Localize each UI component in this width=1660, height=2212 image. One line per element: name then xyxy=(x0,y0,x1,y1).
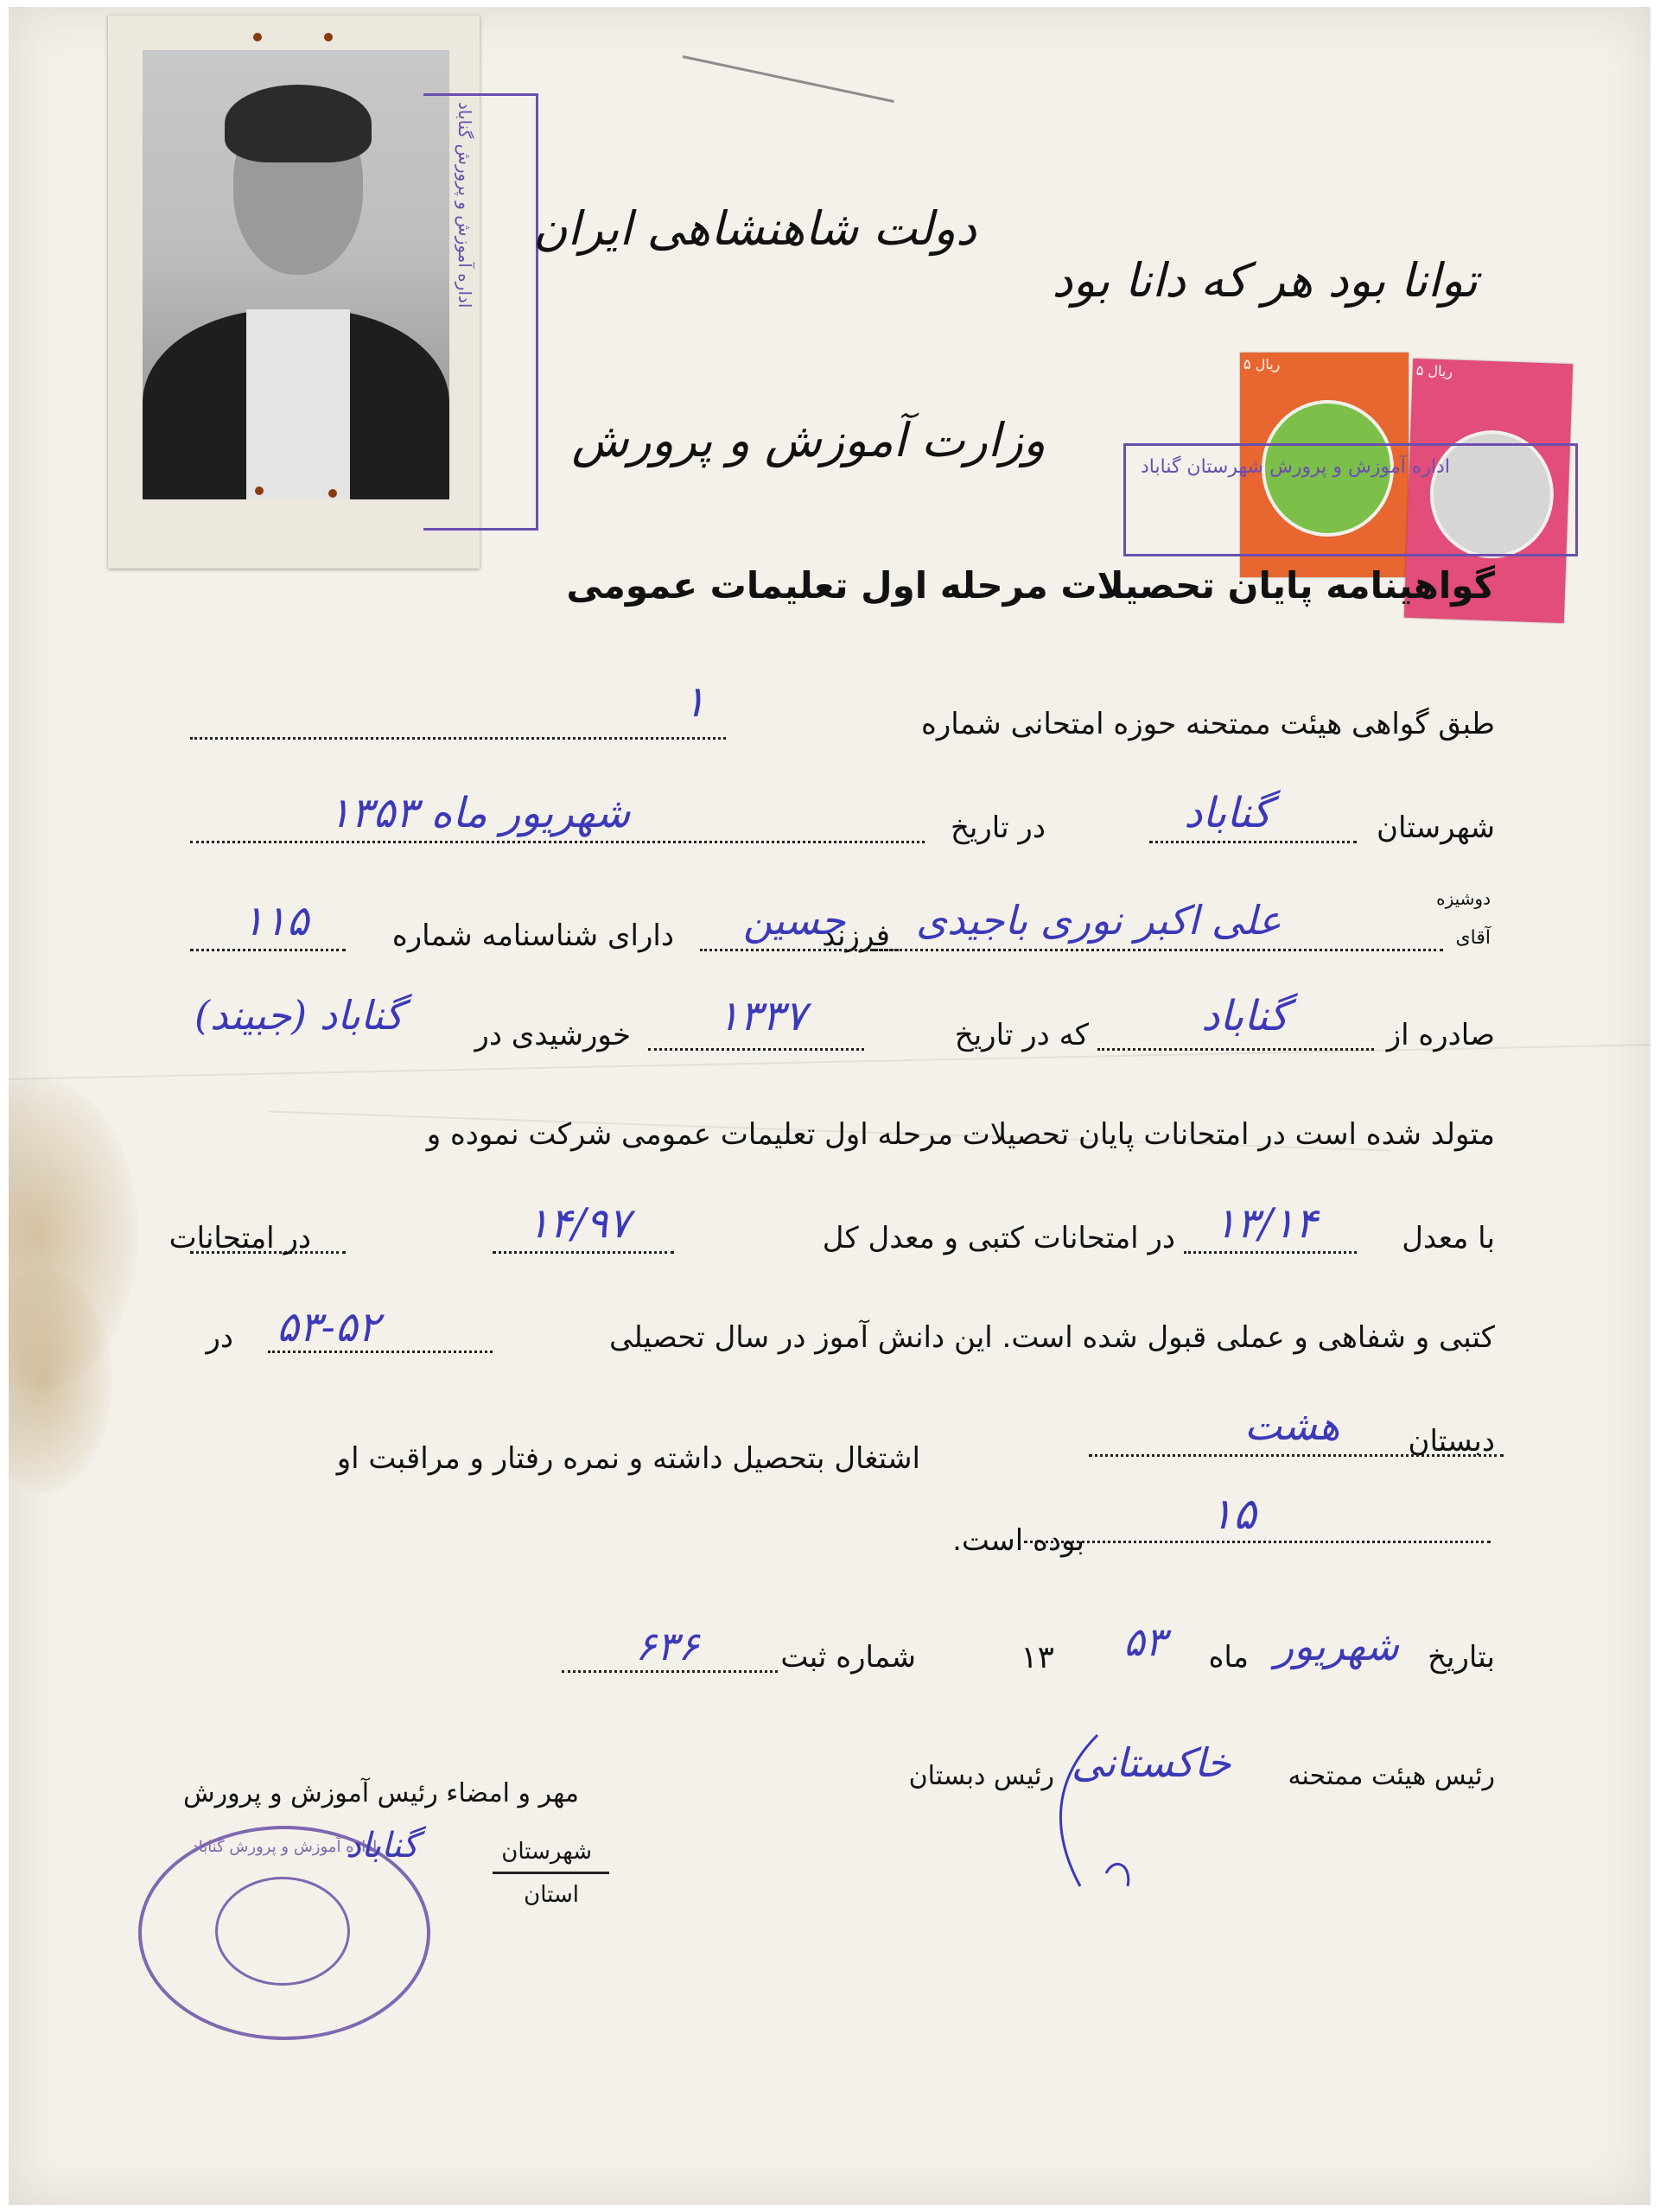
stamp-cancellation-text: اداره آموزش و پرورش شهرستان گناباد xyxy=(1141,456,1450,478)
average-middle-text: در امتحانات کتبی و معدل کل xyxy=(822,1221,1175,1255)
issue-date-label: بتاریخ xyxy=(1428,1640,1495,1675)
body-line-in: در xyxy=(206,1320,233,1355)
principal-label: رئیس دبستان xyxy=(908,1761,1054,1791)
body-line-passed: کتبی و شفاهی و عملی قبول شده است. این دانش آموز در سال تحصیلی xyxy=(609,1320,1495,1355)
school-label: دبستان xyxy=(1408,1424,1495,1459)
staple xyxy=(255,486,264,495)
issue-year-prefix: ۱۳ xyxy=(1021,1640,1054,1675)
average-end-text: در امتحانات xyxy=(169,1221,311,1255)
city-label: شهرستان xyxy=(1377,810,1495,845)
royal-motto: توانا بود هر که دانا بود xyxy=(1052,253,1478,308)
issue-month-label: ماه xyxy=(1208,1640,1249,1675)
conduct-score-value: ۱۵ xyxy=(1210,1489,1256,1539)
stamp-denomination: ۵ ریال xyxy=(1243,356,1281,372)
conduct-text: اشتغال بتحصیل داشته و نمره رفتار و مراقبت او xyxy=(336,1441,920,1476)
photo-overprint-stamp xyxy=(423,93,538,531)
birth-place-label: خورشیدی در xyxy=(474,1018,631,1052)
student-name: علی اکبر نوری باجیدی xyxy=(916,897,1282,944)
ministry-seal-label: مهر و امضاء رئیس آموزش و پرورش xyxy=(183,1778,579,1808)
pin-needle xyxy=(683,55,894,103)
school-name-value: هشت xyxy=(1244,1402,1340,1449)
birth-year-value: ۱۳۳۷ xyxy=(717,992,807,1040)
staple xyxy=(253,33,262,41)
examiner-label: رئیس هیئت ممتحنه xyxy=(1288,1761,1495,1791)
body-line-participation: متولد شده است در امتحانات پایان تحصیلات مرحله اول تعلیمات عمومی شرکت نموده و xyxy=(426,1117,1495,1152)
academic-year-value: ۵۳-۵۲ xyxy=(277,1303,380,1351)
examiner-signature: خاکستانی xyxy=(1072,1739,1231,1786)
seal-inner-ring xyxy=(215,1877,350,1986)
registration-label: شماره ثبت xyxy=(780,1640,916,1675)
issued-from-label: صادره از xyxy=(1386,1018,1495,1052)
certificate-page xyxy=(9,7,1650,2205)
staple xyxy=(324,33,333,41)
city-value: گناباد xyxy=(1184,789,1272,837)
government-title: دولت شاهنشاهی ایران xyxy=(533,201,976,256)
issued-from-value: گناباد xyxy=(1201,992,1289,1040)
province-label: استان xyxy=(524,1882,579,1908)
city-signature-label: شهرستان xyxy=(501,1839,592,1865)
exam-date-value: شهریور ماه ۱۳۵۳ xyxy=(328,789,631,837)
city-underline xyxy=(493,1872,609,1874)
exam-date-label: در تاریخ xyxy=(950,810,1046,845)
title-label-mr: آقای xyxy=(1455,927,1491,949)
id-number-label: دارای شناسنامه شماره xyxy=(391,918,674,953)
issue-month-value: شهریور xyxy=(1275,1623,1399,1669)
stamp-denomination: ۵ ریال xyxy=(1415,362,1453,380)
average-label: با معدل xyxy=(1402,1221,1495,1255)
registration-value: ۶۳۶ xyxy=(635,1623,700,1669)
title-label-miss: دوشیزه xyxy=(1436,888,1491,909)
city-signature-value: گناباد xyxy=(346,1826,419,1866)
exam-district-number: ۱ xyxy=(683,677,706,727)
birth-date-label: که در تاریخ xyxy=(954,1018,1089,1052)
photo-overprint-text: اداره آموزش و پرورش گناباد xyxy=(455,102,475,308)
birth-place-value: گناباد (جبیند) xyxy=(194,992,404,1039)
total-average-value: ۱۴/۹۷ xyxy=(527,1199,631,1248)
seal-text: اداره آموزش و پرورش گناباد xyxy=(191,1838,378,1856)
id-number-value: ۱۱۵ xyxy=(242,897,309,945)
examiner-scribble xyxy=(1046,1726,1167,1899)
staple xyxy=(328,489,337,498)
ministry-title: وزارت آموزش و پرورش xyxy=(571,413,1046,467)
portrait-image xyxy=(143,50,449,499)
exam-district-label: طبق گواهی هیئت ممتحنه حوزه امتحانی شماره xyxy=(921,707,1495,741)
certificate-title: گواهینامه پایان تحصیلات مرحله اول تعلیمات عمومی xyxy=(566,564,1495,607)
issue-year-suffix: ۵۳ xyxy=(1123,1618,1167,1665)
child-of-label: فرزند xyxy=(822,918,890,953)
written-average-value: ۱۳/۱۴ xyxy=(1214,1199,1318,1248)
father-name: حسین xyxy=(743,897,846,944)
conduct-end-text: بوده است. xyxy=(952,1523,1084,1558)
